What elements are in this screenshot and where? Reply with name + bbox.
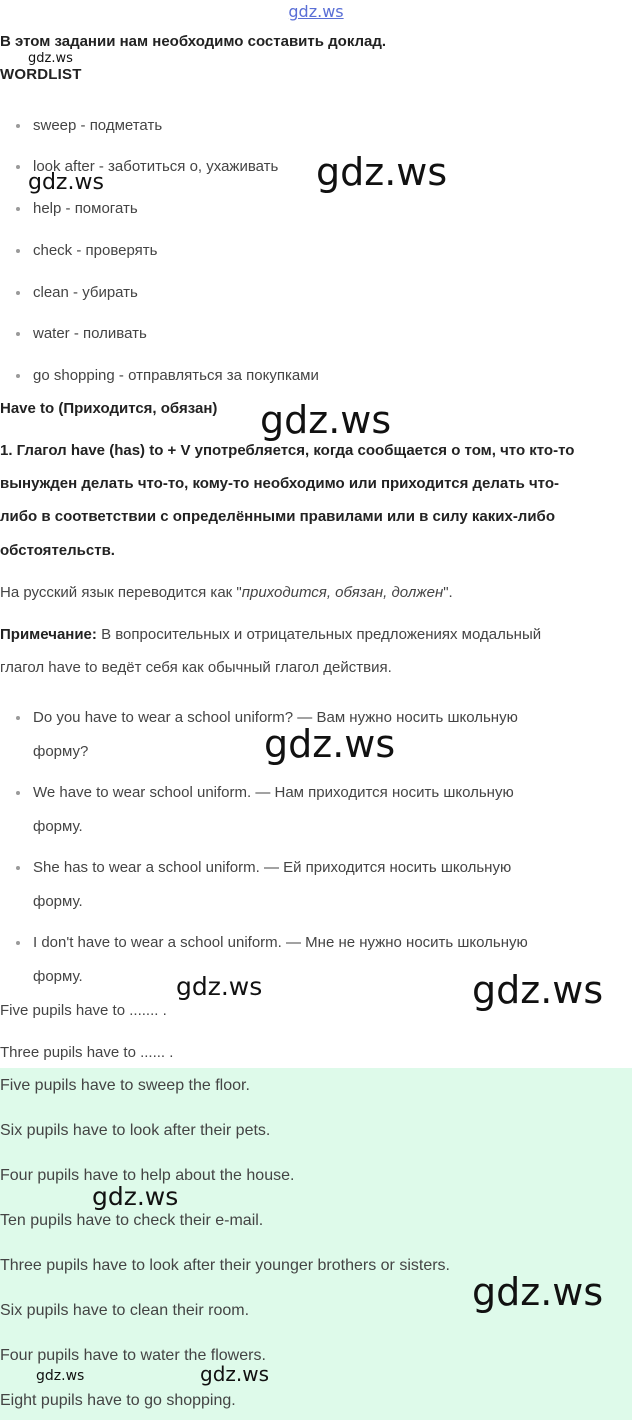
- note-label: Примечание:: [0, 626, 97, 643]
- watermark: gdz.ws: [472, 1270, 604, 1314]
- bullet-icon: [16, 941, 20, 945]
- answer-line: Three pupils have to look after their younger brothers or sisters.: [0, 1257, 450, 1274]
- watermark: gdz.ws: [92, 1182, 179, 1211]
- rule-line: 1. Глагол have (has) to + V употребляется, когда сообщается о том, что кто-то: [0, 442, 575, 459]
- watermark-top[interactable]: gdz.ws: [288, 2, 344, 21]
- watermark: gdz.ws: [472, 968, 604, 1012]
- watermark: gdz.ws: [28, 51, 73, 66]
- watermark: gdz.ws: [36, 1368, 85, 1384]
- bullet-icon: [16, 291, 20, 295]
- watermark: gdz.ws: [28, 170, 104, 195]
- translation-text: На русский язык переводится как "приходится, обязан, должен".: [0, 584, 453, 601]
- bullet-icon: [16, 332, 20, 336]
- answer-line: Eight pupils have to go shopping.: [0, 1392, 236, 1409]
- watermark: gdz.ws: [264, 722, 396, 766]
- watermark: gdz.ws: [316, 150, 448, 194]
- rule-line: вынужден делать что-то, кому-то необходимо или приходится делать что-: [0, 475, 559, 492]
- example-item: She has to wear a school uniform. — Ей приходится носить школьную форму.: [0, 851, 620, 919]
- answer-line: Five pupils have to sweep the floor.: [0, 1077, 250, 1094]
- bullet-icon: [16, 124, 20, 128]
- note-text: глагол have to ведёт себя как обычный глагол действия.: [0, 659, 392, 676]
- wordlist-title: WORDLIST: [0, 66, 82, 83]
- example-item: We have to wear school uniform. — Нам приходится носить школьную форму.: [0, 776, 620, 844]
- answer-line: Six pupils have to clean their room.: [0, 1302, 250, 1319]
- answer-line: Six pupils have to look after their pets.: [0, 1122, 271, 1139]
- bullet-icon: [16, 249, 20, 253]
- answer-line: Four pupils have to water the flowers.: [0, 1347, 266, 1364]
- bullet-icon: [16, 207, 20, 211]
- bullet-icon: [16, 165, 20, 169]
- rule-heading: Have to (Приходится, обязан): [0, 400, 218, 417]
- rule-line: либо в соответствии с определёнными правилами или в силу каких-либо: [0, 508, 555, 525]
- bullet-icon: [16, 866, 20, 870]
- task-line: Five pupils have to ....... .: [0, 1002, 167, 1019]
- example-item: Do you have to wear a school uniform? — Вам нужно носить школьную форму?: [0, 701, 620, 769]
- example-item: I don't have to wear a school uniform. — Мне не нужно носить школьную форму.: [0, 926, 620, 994]
- watermark: gdz.ws: [260, 398, 392, 442]
- bullet-icon: [16, 791, 20, 795]
- answer-line: Four pupils have to help about the house.: [0, 1167, 295, 1184]
- bullet-icon: [16, 716, 20, 720]
- watermark: gdz.ws: [200, 1362, 270, 1386]
- answer-line: Ten pupils have to check their e-mail.: [0, 1212, 264, 1229]
- note-text: Примечание: В вопросительных и отрицательных предложениях модальный: [0, 626, 542, 643]
- task-line: Three pupils have to ...... .: [0, 1044, 174, 1061]
- watermark: gdz.ws: [176, 972, 263, 1001]
- bullet-icon: [16, 374, 20, 378]
- rule-line: обстоятельств.: [0, 542, 115, 559]
- answer-block: [0, 1068, 632, 1420]
- intro-text: В этом задании нам необходимо составить доклад.: [0, 33, 387, 50]
